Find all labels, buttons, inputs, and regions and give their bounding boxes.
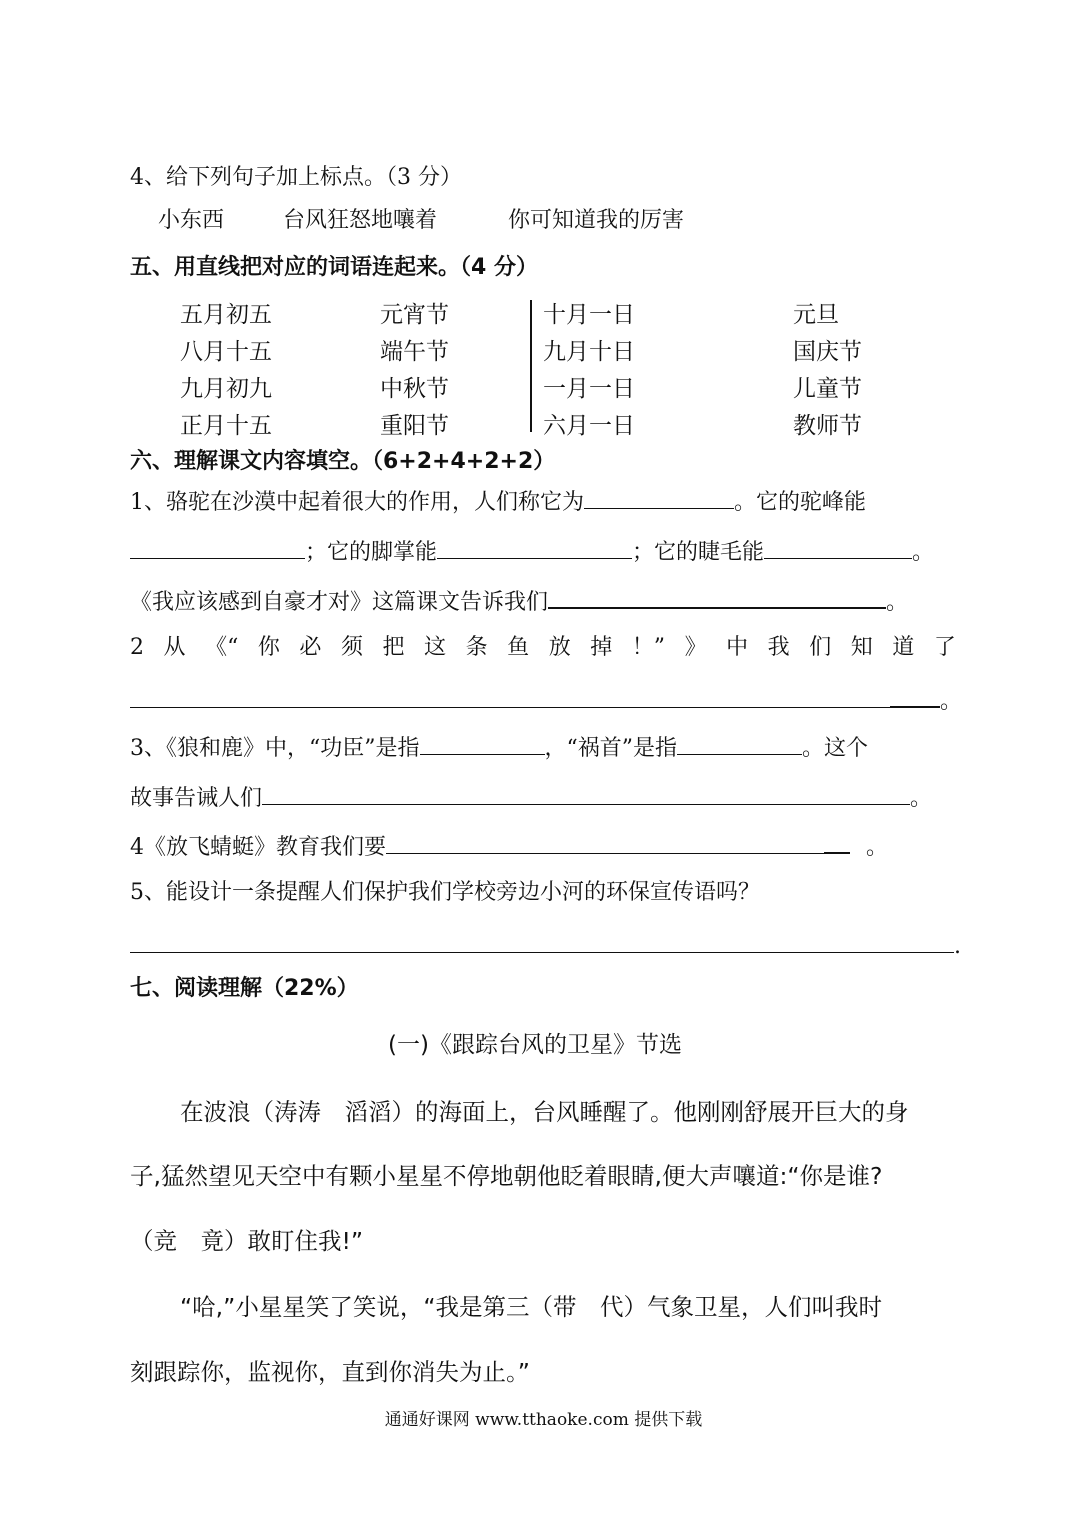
q5-answer-line (130, 930, 961, 962)
passage-p2-line2: 刻跟踪你，监视你，直到你消失为止。” (130, 1358, 530, 1386)
match-left-item: 九月初九 (180, 376, 272, 402)
date-item: 一月一日 (543, 376, 635, 402)
festival-item: 元宵节 (380, 302, 449, 328)
answer-blank[interactable] (130, 685, 890, 708)
sec7-title: 七、阅读理解（22%） (130, 976, 359, 1001)
answer-blank[interactable] (386, 831, 824, 854)
q2-period: 。 (940, 689, 963, 714)
answer-blank-end (890, 684, 940, 708)
q2-char: 中 (726, 635, 749, 660)
page-footer: 通通好课网 www.tthaoke.com 提供下载 (384, 1410, 703, 1430)
q1-line3 (130, 585, 908, 618)
q3-text-c: 。这个 (802, 736, 869, 761)
q4-fill-period: 。 (866, 835, 889, 860)
q4-fill-text: 4《放飞蜻蜓》教育我们要 (130, 835, 386, 860)
answer-blank[interactable] (262, 782, 910, 805)
q1-text-d: ；它的睫毛能 (632, 540, 765, 565)
q2-char: 鱼 (507, 635, 530, 660)
sec6-title: 六、理解课文内容填空。（6+2+4+2+2） (130, 449, 556, 474)
q1-text-b: 。它的驼峰能 (734, 490, 867, 515)
q1-line1 (130, 486, 866, 518)
answer-blank-end (824, 830, 850, 854)
q5-question: 5、能设计一条提醒人们保护我们学校旁边小河的环保宣传语吗？ (130, 880, 760, 905)
passage-p1-line2: 子,猛然望见天空中有颗小星星不停地朝他眨着眼睛,便大声嚷道:“你是谁? (130, 1162, 883, 1190)
q2-char: 必 (299, 635, 322, 660)
q4-fill-line (130, 830, 888, 863)
answer-blank[interactable] (437, 536, 632, 559)
date-item: 十月一日 (543, 302, 635, 328)
q1-text-g: 。 (886, 590, 909, 615)
festival-item: 重阳节 (380, 413, 449, 439)
q2-char: 放 (548, 635, 571, 660)
q1-text-e: 。 (912, 540, 935, 565)
q1-line2 (130, 536, 934, 568)
q3-text-a: 3、《狼和鹿》中，“功臣”是指 (130, 736, 420, 761)
q3-text-e: 。 (910, 786, 933, 811)
q2-char: 条 (465, 635, 488, 660)
sec5-title: 五、用直线把对应的词语连起来。（4 分） (130, 255, 538, 280)
match-left-item: 八月十五 (180, 339, 272, 365)
q1-text-a: 1、骆驼在沙漠中起着很大的作用，人们称它为 (130, 490, 584, 515)
q3-text-b: ，“祸首”是指 (544, 736, 677, 761)
answer-blank[interactable] (584, 486, 734, 509)
q2-line (130, 633, 956, 663)
festival-item: 端午节 (380, 339, 449, 365)
q2-char: 把 (382, 635, 405, 660)
q1-text-f: 《我应该感到自豪才对》这篇课文告诉我们 (130, 590, 549, 615)
answer-blank[interactable] (764, 536, 912, 559)
q2-char: 知 (850, 635, 873, 660)
answer-blank[interactable] (130, 536, 305, 559)
holiday-item: 教师节 (793, 413, 862, 439)
q4-part-3: 你可知道我的厉害 (508, 208, 685, 233)
q3-line2 (130, 782, 932, 814)
q4-part-1: 小东西 (158, 208, 225, 233)
passage-title: (一)《跟踪台风的卫星》节选 (388, 1032, 682, 1058)
passage-p1-line3: （竞 竟）敢盯住我!” (130, 1227, 364, 1255)
q1-text-c: ；它的脚掌能 (305, 540, 438, 565)
q4-part-2: 台风狂怒地嚷着 (283, 208, 438, 233)
holiday-item: 国庆节 (793, 339, 862, 365)
q2-char: 》 (684, 635, 707, 660)
date-item: 九月十日 (543, 339, 635, 365)
q2-answer-line (130, 684, 962, 717)
column-divider (530, 300, 532, 432)
q2-char: 须 (340, 635, 363, 660)
q2-char: 从 (163, 635, 186, 660)
date-item: 六月一日 (543, 413, 635, 439)
q2-char: 《“ (205, 635, 239, 660)
q2-char: 我 (767, 635, 790, 660)
festival-item: 中秋节 (380, 376, 449, 402)
q2-char: 们 (809, 635, 832, 660)
answer-blank[interactable] (548, 585, 886, 609)
passage-p1-line1: 在波浪（涛涛 滔滔）的海面上，台风睡醒了。他刚刚舒展开巨大的身 (180, 1098, 909, 1126)
q2-char: 你 (257, 635, 280, 660)
q2-char: 2 (130, 635, 144, 660)
holiday-item: 元旦 (793, 302, 839, 328)
answer-blank[interactable] (420, 732, 545, 755)
match-left-item: 正月十五 (180, 413, 272, 439)
q4-title: 4、给下列句子加上标点。（3 分） (130, 165, 462, 190)
q2-char: ！” (631, 635, 666, 660)
holiday-item: 儿童节 (793, 376, 862, 402)
q2-char: 这 (424, 635, 447, 660)
q3-line1 (130, 732, 868, 764)
q2-char: 道 (892, 635, 915, 660)
answer-blank[interactable] (130, 930, 954, 953)
passage-p2-line1: “哈,”小星星笑了笑说，“我是第三（带 代）气象卫星，人们叫我时 (180, 1293, 882, 1321)
q5-period: . (954, 934, 961, 959)
q2-char: 掉 (590, 635, 613, 660)
q2-char: 了 (933, 635, 956, 660)
match-left-item: 五月初五 (180, 302, 272, 328)
q3-text-d: 故事告诫人们 (130, 786, 263, 811)
answer-blank[interactable] (677, 732, 802, 755)
